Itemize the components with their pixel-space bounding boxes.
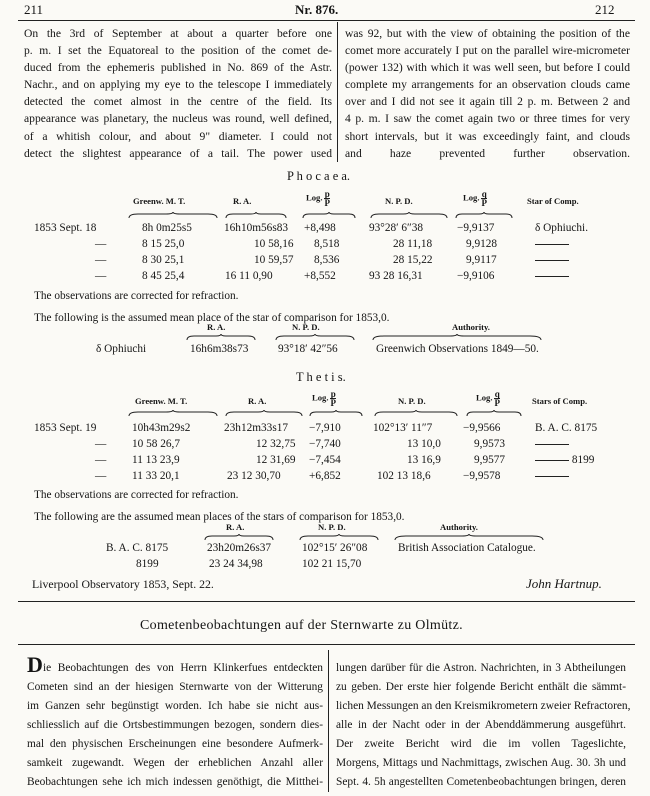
col-header-ra: R. A. [233,196,252,206]
text-line: Der zweite Bericht wird die im vollen Tageslichte, [336,738,626,750]
text-line: over and I did not see it again till 2 p. m. Between 2 and [345,95,630,109]
mean-place-intro: The following are the assumed mean places of the stars of comparison for 1853,0. [34,511,405,523]
fraction [481,190,487,207]
brace [372,334,542,341]
log-label: Log. [312,392,329,403]
text-line: alle in der Nacht oder in der Abenddämmerung ausgeführt. [336,719,626,731]
col-header-log-p [312,390,336,407]
cell-log-p: −7,910 [309,422,341,434]
cell-star-ditto [535,238,569,250]
cell-log-p: −7,454 [309,454,341,466]
text-line: On the 3rd of September at about a quarter before one [24,27,332,40]
article-left-column [27,678,323,792]
cell-npd: 13 16,9 [407,454,441,466]
text-line: lungen darüber für die Astron. Nachrichten, in 3 Abtheilungen [336,662,626,674]
ditto-dash: — [95,254,107,266]
mean-star: δ Ophiuchi [96,343,147,355]
brace [455,212,513,219]
page-number-left: 211 [24,2,44,17]
cell-npd: 93 28 16,31 [369,270,423,282]
col-header-log-q [463,190,487,207]
text-line: samkeit zugewandt. Wegen der erheblichen Anzahl aller [27,757,323,769]
cell-log-p: +8,498 [304,222,336,234]
cell-ra: 10 59,57 [254,254,294,266]
text-line: detected the comet almost in the centre of the field. Its [24,95,332,109]
cell-star-ditto [535,270,569,282]
mean-header-npd: N. P. D. [292,322,320,332]
cell-ra: 12 32,75 [256,438,296,450]
mean-place-intro: The following is the assumed mean place of the star of comparison for 1853,0. [34,312,390,324]
intro-left-column [24,25,332,162]
mean-authority: British Association Catalogue. [398,542,536,554]
mean-npd: 102°15′ 26″08 [302,542,368,554]
column-divider [328,650,329,792]
cell-log-q: −9,9566 [463,422,501,434]
text-line: comet more accurately I put on the parallel wire-micrometer [345,44,630,58]
mean-npd: 93°18′ 42″56 [278,343,338,355]
col-header-star: Star of Comp. [527,196,579,206]
cell-log-p: 8,518 [314,238,340,250]
brace [128,212,218,219]
col-header-log-q [476,390,500,407]
ditto-dash: — [95,238,107,250]
cell-ra: 23h12m33s17 [224,422,289,434]
fraction-num: q [494,389,500,399]
cell-ra: 23 12 30,70 [227,470,281,482]
cell-log-p: +6,852 [309,470,341,482]
fraction-num: p [324,189,330,199]
signature-place: Liverpool Observatory 1853, Sept. 22. [32,577,214,591]
fraction-den: P [494,398,500,408]
text-line: was 92, but with the view of obtaining the position of the [345,27,630,40]
cell-log-q: 9,9128 [466,238,498,250]
log-label: Log. [463,192,480,203]
phocaea-title: P h o c a e a. [287,169,351,183]
refraction-note: The observations are corrected for refraction. [34,489,239,501]
col-header-time: Greenw. M. T. [133,196,186,206]
cell-log-q: 9,9117 [466,254,497,266]
cell-star: δ Ophiuchi. [535,222,589,234]
fraction-den: P [481,198,487,208]
ditto-dash: — [95,454,107,466]
cell-log-p: −7,740 [309,438,341,450]
cell-log-q: 9,9573 [474,438,506,450]
brace [128,410,218,417]
cell-npd: 13 10,0 [407,438,441,450]
ditto-dash: — [95,270,107,282]
col-header-npd: N. P. D. [385,196,413,206]
cell-time: 11 13 23,9 [132,454,180,466]
brace [186,334,256,341]
brace [275,334,355,341]
col-header-ra: R. A. [248,396,267,406]
mean-header-ra: R. A. [226,522,245,532]
signature-name: John Hartnup. [526,576,602,591]
cell-log-p: +8,552 [304,270,336,282]
drop-initial: D [27,652,43,677]
col-header-star: Stars of Comp. [532,396,588,406]
cell-time: 8 15 25,0 [142,238,185,250]
text-line: 4 p. m. I saw the comet again two or three times for very [345,112,630,126]
page-number-right: 212 [595,2,615,17]
fraction-num: p [330,389,336,399]
brace [225,410,303,417]
brace [394,534,544,541]
mean-ra: 23 24 34,98 [209,558,263,570]
section-rule [18,601,635,602]
col-header-time: Greenw. M. T. [135,396,188,406]
cell-ra: 16h10m56s83 [224,222,289,234]
cell-time: 11 33 20,1 [132,470,180,482]
brace [374,410,458,417]
brace [225,212,287,219]
text-line: short intervals, but it was exceedingly faint, and clouds [345,129,630,143]
cell-log-q: −9,9106 [457,270,495,282]
obs-date: 1853 Sept. 18 [34,222,97,234]
text-line: p. m. I set the Equatoreal to the position of the comet de- [24,44,332,58]
fraction-den: P [330,398,336,408]
cell-npd: 28 15,22 [393,254,433,266]
cell-ra: 12 31,69 [256,454,296,466]
cell-time: 10 58 26,7 [132,438,181,450]
text-line: Morgens, Mittags und Nachmittags, zwischen Aug. 30. 3h und [336,757,626,769]
text-line: lichen Messungen an den Kreismikrometern zweier Refractoren, [336,700,631,712]
text-line: Sept. 4. 5h angestellten Cometenbeobachtungen bringen, deren [336,776,626,788]
text-line: Nachr., and on applying my eye to the telescope I immediately [24,78,332,92]
header-rule [18,20,635,21]
fraction-den: P [324,198,330,208]
text-line: detect the slightest appearance of a tail. The power used [24,146,332,160]
cell-time: 8 30 25,1 [142,254,185,266]
log-label: Log. [306,192,323,203]
obs-date: 1853 Sept. 19 [34,422,97,434]
article-left-first-line [43,659,323,678]
thetis-title: T h e t i s. [296,370,346,384]
article-title: Cometenbeobachtungen auf der Sternwarte zu Olmütz. [140,618,463,633]
brace [302,212,356,219]
cell-npd: 93°28′ 6″38 [369,222,424,234]
mean-header-ra: R. A. [207,322,226,332]
cell-log-q: 9,9577 [474,454,506,466]
ditto-dash: — [95,438,107,450]
mean-header-authority: Authority. [440,522,478,532]
text-line: Cometen sind an der hiesigen Sternwarte von der Witterung [27,681,323,693]
cell-log-q: −9,9578 [463,470,501,482]
mean-star: 8199 [136,558,159,570]
mean-ra: 16h6m38s73 [190,343,249,355]
col-header-log-p [306,190,330,207]
issue-number: Nr. 876. [295,2,339,17]
cell-ra: 16 11 0,90 [225,270,273,282]
fraction [330,390,336,407]
cell-npd: 28 11,18 [393,238,433,250]
log-label: Log. [476,392,493,403]
text-line: mal den physischen Erscheinungen eine besondere Aufmerk- [27,738,323,750]
text-line: appearance was planetary, the nucleus was round, well defined, [24,112,332,126]
text-line: (power 132) with which it was well seen, but before I could [345,61,630,75]
cell-time: 8 45 25,4 [142,270,185,282]
cell-star-ditto [535,438,569,450]
text-line: ie Beobachtungen des von Herrn Klinkerfues entdeckten [43,662,323,674]
star-id: 8199 [571,454,595,466]
fraction-num: q [481,189,487,199]
cell-star-ditto [535,254,569,266]
cell-star-ditto [535,470,569,482]
mean-star: B. A. C. 8175 [106,542,169,554]
fraction [324,190,330,207]
cell-star: B. A. C. 8175 [535,422,598,434]
cell-log-q: −9,9137 [457,222,495,234]
refraction-note: The observations are corrected for refraction. [34,290,239,302]
cell-star-ditto [535,454,594,466]
text-line: zu geben. Der erste hier folgende Bericht enthält die sämmt- [336,681,626,693]
brace [466,410,522,417]
mean-npd: 102 21 15,70 [302,558,362,570]
text-line: complete my arrangements for an observation clouds came [345,78,630,92]
brace [309,410,363,417]
cell-npd: 102 13 18,6 [377,470,431,482]
mean-authority: Greenwich Observations 1849—50. [376,343,539,355]
text-line: im Ganzen sehr begünstigt worden. Ich habe sie nicht aus- [27,700,323,712]
mean-ra: 23h20m26s37 [207,542,272,554]
text-line: Beobachtungen sehe ich mich indessen genöthigt, die Mitthei- [27,776,323,788]
ditto-dash: — [95,470,107,482]
fraction [494,390,500,407]
intro-right-column [345,25,630,162]
text-line: duced from the ephemeris published in No. 869 of the Astr. [24,61,332,75]
section-rule [18,644,635,645]
cell-npd: 102°13′ 11″7 [373,422,433,434]
cell-log-p: 8,536 [314,254,340,266]
article-right-column [336,659,631,792]
brace [370,212,448,219]
brace [204,534,274,541]
mean-header-npd: N. P. D. [318,522,346,532]
cell-time: 8h 0m25s5 [142,222,192,234]
brace [299,534,379,541]
text-line: of a whitish colour, and about 9" diameter. I could not [24,129,332,143]
text-line: schliesslich auf die Ortsbestimmungen bezogen, sondern dies- [27,719,323,731]
column-divider [337,22,338,162]
text-line: and haze prevented further observation. [345,146,630,160]
col-header-npd: N. P. D. [398,396,426,406]
cell-ra: 10 58,16 [254,238,294,250]
cell-time: 10h43m29s2 [132,422,191,434]
mean-header-authority: Authority. [452,322,490,332]
